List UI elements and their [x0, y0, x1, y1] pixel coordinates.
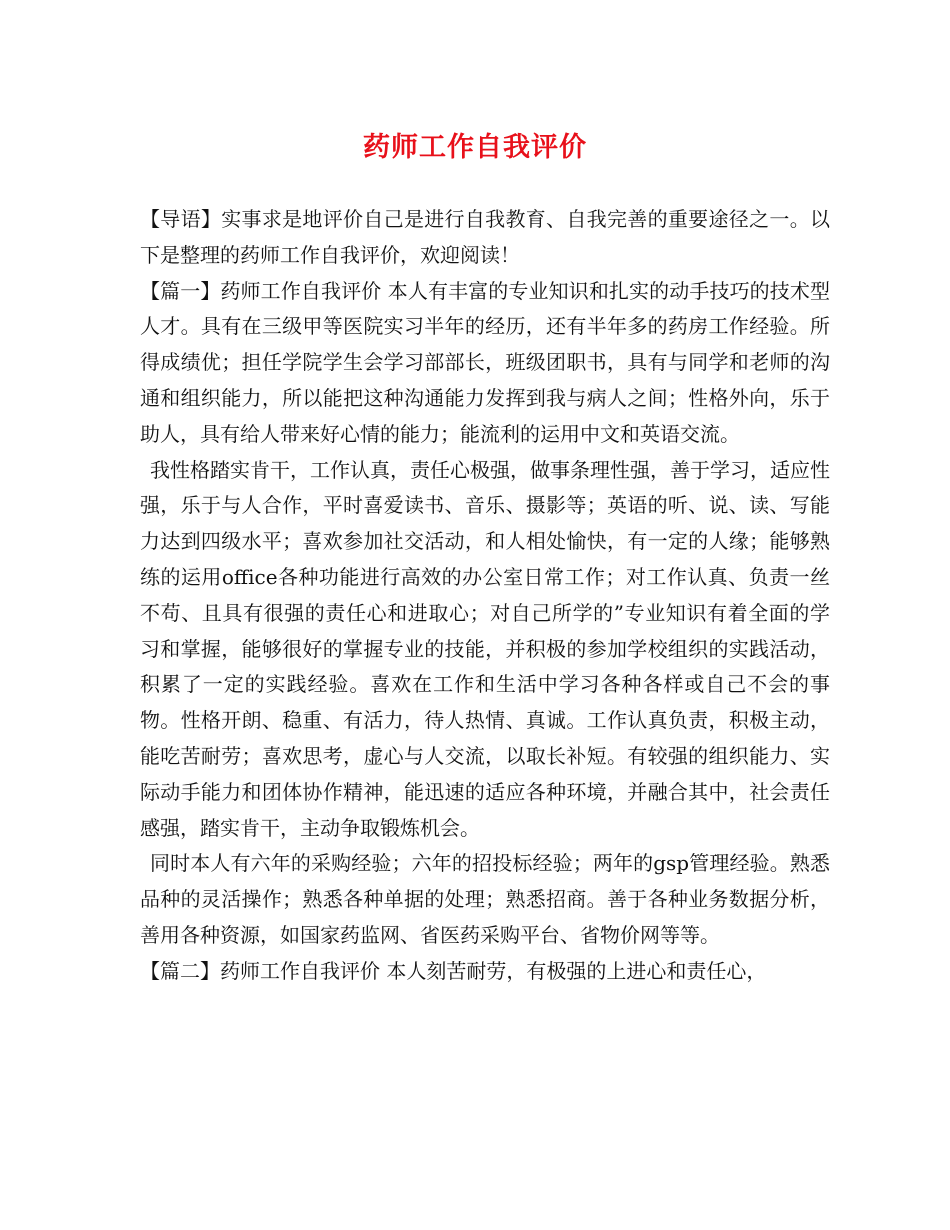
paragraph-part-one: 【篇一】药师工作自我评价 本人有丰富的专业知识和扎实的动手技巧的技术型人才。具有在三级甲等医院实习半年的经历，还有半年多的药房工作经验。所得成绩优；担任学院学生会学习部部长，班级团职书，具有与同学和老师的沟通和组织能力，所以能把这种沟通能力发挥到我与病人之间；性格外向，乐于助人，具有给人带来好心情的能力；能流利的运用中文和英语交流。 [140, 278, 830, 446]
paragraph-part-two: 【篇二】药师工作自我评价 本人刻苦耐劳，有极强的上进心和责任心， [140, 958, 767, 983]
paragraph-intro: 【导语】实事求是地评价自己是进行自我教育、自我完善的重要途径之一。以下是整理的药师工作自我评价，欢迎阅读！ [140, 207, 830, 267]
document-title: 药师工作自我评价 [363, 132, 587, 163]
paragraph-experience: 同时本人有六年的采购经验；六年的招投标经验；两年的gsp管理经验。熟悉品种的灵活操作；熟悉各种单据的处理；熟悉招商。善于各种业务数据分析，善用各种资源，如国家药监网、省医药采购平台、省物价网等等。 [140, 851, 830, 947]
paragraph-personality: 我性格踏实肯干，工作认真，责任心极强，做事条理性强，善于学习，适应性强，乐于与人合作，平时喜爱读书、音乐、摄影等；英语的听、说、读、写能力达到四级水平；喜欢参加社交活动，和人相处愉快，有一定的人缘；能够熟练的运用office各种功能进行高效的办公室日常工作；对工作认真、负责一丝不苟、且具有很强的责任心和进取心；对自己所学的”专业知识有着全面的学习和掌握，能够很好的掌握专业的技能，并积极的参加学校组织的实践活动，积累了一定的实践经验。喜欢在工作和生活中学习各种各样或自己不会的事物。性格开朗、稳重、有活力，待人热情、真诚。工作认真负责，积极主动，能吃苦耐劳；喜欢思考，虚心与人交流，以取长补短。有较强的组织能力、实际动手能力和团体协作精神，能迅速的适应各种环境，并融合其中，社会责任感强，踏实肯干，主动争取锻炼机会。 [140, 457, 830, 840]
document-body [140, 202, 830, 990]
